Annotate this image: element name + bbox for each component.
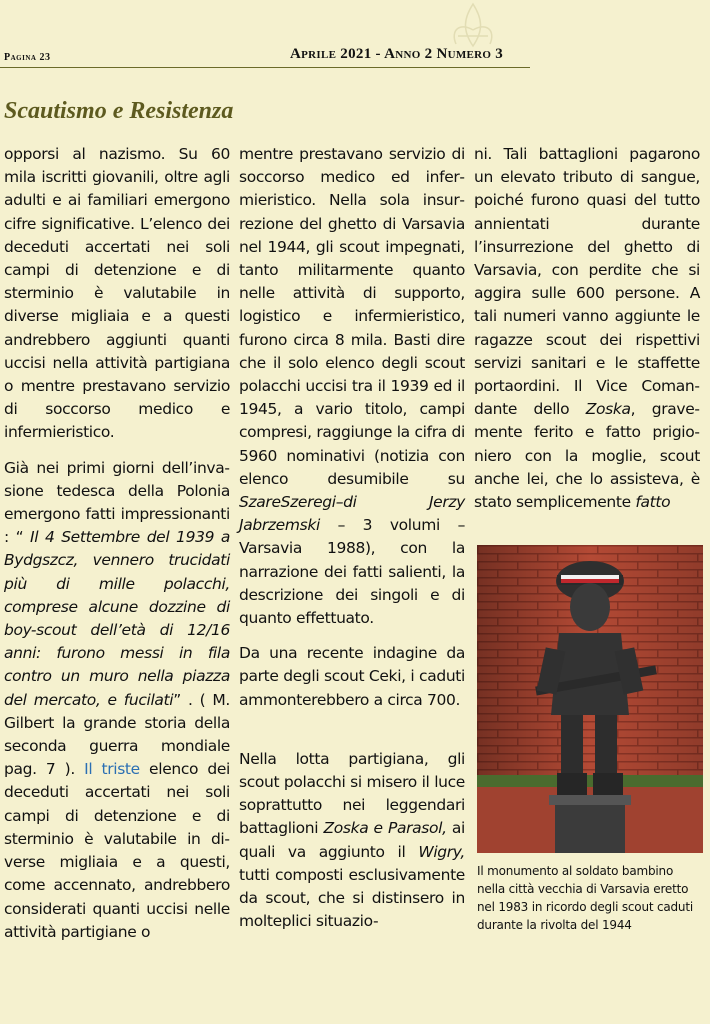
issue-info: Aprile 2021 - Anno 2 Numero 3 [290, 46, 504, 62]
italic-text: fatto [635, 493, 671, 512]
article-column-1 [4, 143, 230, 944]
paragraph [4, 457, 230, 944]
italic-text: Wigry, [418, 842, 465, 861]
quote-text: Il 4 Settembre del 1939 a Bydgszcz, vennero trucidati più di mille polacchi, comprese alcune dozzine di boy-scout dell’età di 12/16 anni: furono messi in fila contro un muro nella piazza del mercato, e fucilati [4, 528, 230, 709]
citation-text: SzareSzeregi–di Jerzy Jabrzemski [239, 493, 465, 535]
italic-text: Zoska [585, 400, 631, 419]
header-divider [0, 67, 530, 68]
paragraph-text: tutti composti esclusivamente da scout, che si distinsero in molteplici situazio- [239, 865, 465, 931]
paragraph-text: , gravemente ferito e fatto prigioniero con la moglie, scout anche lei, che lo assisteva, è stato semplicemente [474, 400, 700, 512]
page-number: Pagina 23 [4, 52, 51, 63]
paragraph-text: Da una recente indagine da parte degli scout Ceki, i caduti ammonterebbero a circa 700. [239, 644, 465, 709]
article-column-2 [239, 143, 465, 934]
paragraph-text: elenco dei deceduti accertati nei soli campi di detenzione e di sterminio è valutabile in diverse migliaia e a questi, come accennato, andrebbero considerati quanti uccisi nelle attività partigiane o [4, 760, 230, 941]
paragraph [474, 143, 700, 514]
paragraph-text: ni. Tali battaglioni pagarono un elevato tributo di sangue, poiché furono quasi del tutto annientati durante l’insurrezione del ghetto di Varsavia, con perdite che si aggira sulle 600 persone. A tali numeri vanno aggiunte le ragazze scout dei rispettivi servizi sanitari e le staffette portaordini. Il Vice Comandante dello [474, 145, 700, 419]
paragraph-text: Nella lotta partigiana, gli scout polacchi si misero il luce soprattutto nei leggendari battaglioni [239, 749, 465, 838]
section-title: Scautismo e Resistenza [4, 98, 234, 124]
italic-text: Zoska e Parasol, [323, 819, 447, 838]
paragraph [239, 143, 465, 630]
photo-caption: Il monumento al soldato bambino nella città vecchia di Varsavia eretto nel 1983 in ricordo degli scout caduti durante la rivolta del 1944 [477, 864, 693, 932]
highlighted-text: Il triste [84, 760, 140, 779]
article-column-3 [474, 143, 700, 514]
paragraph-text: – 3 volumi – Varsavia 1988), con la narrazione dei fatti salienti, la descrizione dei singoli e di quanto effettuato. [239, 516, 465, 628]
paragraph [4, 143, 230, 445]
paragraph-text: mentre prestavano servizio di soccorso medico ed infermieristico. Nella sola insurrezione del ghetto di Varsavia nel 1944, gli scout impegnati, tanto militarmente quanto nelle attività di supporto, logistico e infermieristico, furono circa 8 mila. Basti dire che il solo elenco degli scout polacchi uccisi tra il 1939 ed il 1945, a vario titolo, campi compresi, raggiunge la cifra di 5960 nominativi (notizia con elenco desumibile su [239, 145, 465, 488]
paragraph-text: Già nei primi giorni dell’invasione tedesca della Polonia emergono fatti impressionanti : “ [4, 458, 230, 547]
monument-photo [477, 545, 703, 853]
paragraph-text: ai quali va aggiunto il [239, 819, 465, 861]
fleur-de-lis-watermark-icon [438, 0, 508, 52]
paragraph [239, 642, 465, 712]
paragraph-text: opporsi al nazismo. Su 60 mila iscritti giovanili, oltre agli adulti e ai familiari emergono cifre significative. L’elenco dei deceduti accertati nei soli campi di detenzione e di sterminio è valutabile in diverse migliaia e a questi andrebbero aggiunti quanti uccisi nella attività partigiana o mentre prestavano servizio di soccorso medico e infermieristico. [4, 145, 230, 442]
paragraph [239, 748, 465, 934]
paragraph-text: ” . ( M. Gilbert la grande storia della seconda guerra mondiale pag. 7 ). [4, 690, 230, 779]
